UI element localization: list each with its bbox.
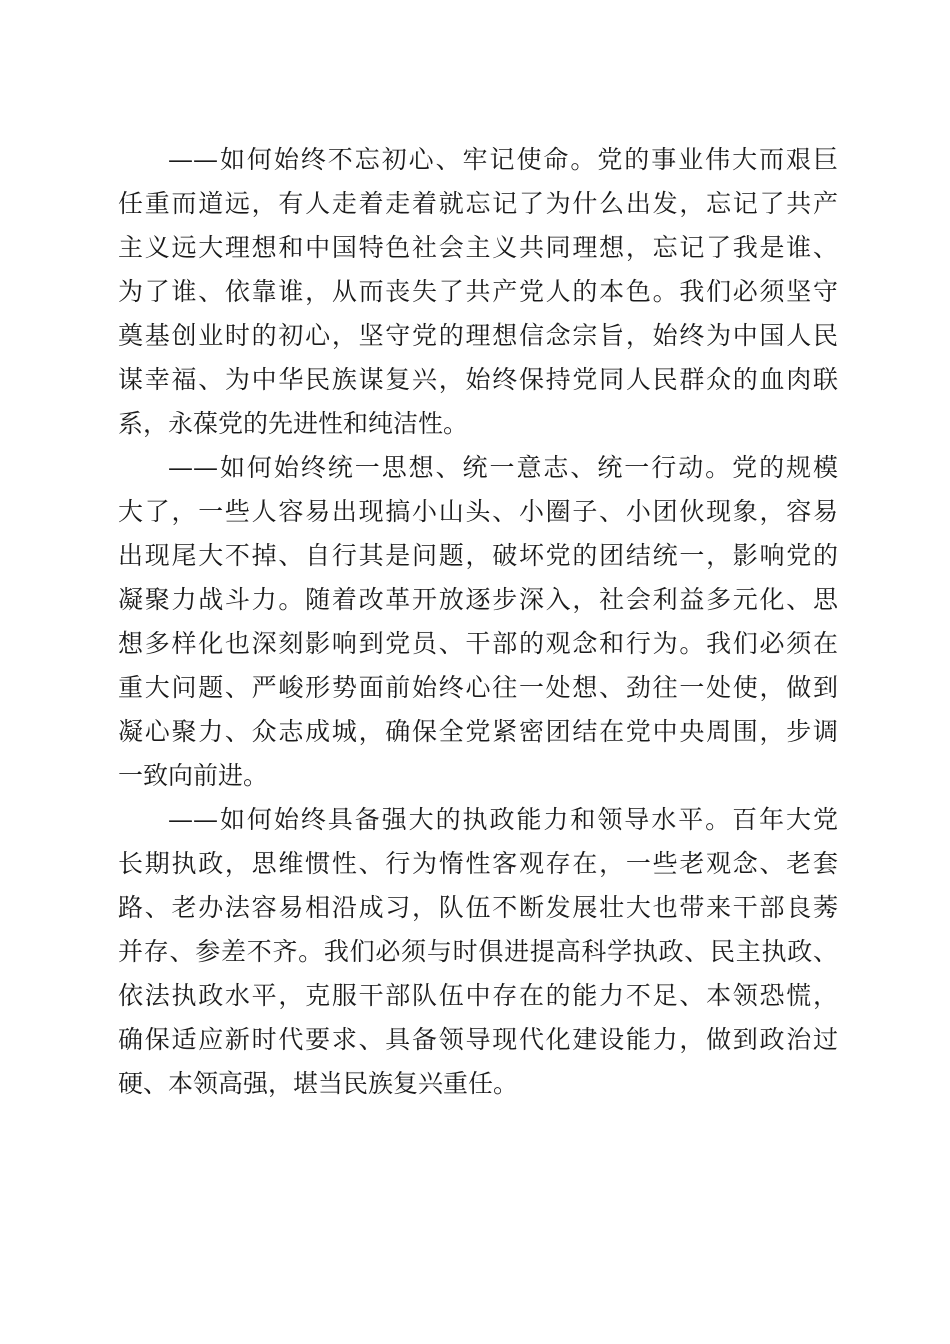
text-line: ——如何始终统一思想、统一意志、统一行动。党的规模	[168, 453, 838, 482]
paragraph-initial-mission	[118, 138, 838, 446]
text-line: 长期执政，思维惯性、行为惰性客观存在，一些老观念、老套	[118, 849, 838, 878]
text-line: 大了，一些人容易出现搞小山头、小圈子、小团伙现象，容易	[118, 497, 838, 526]
paragraph-governance	[118, 798, 838, 1106]
text-line: 并存、参差不齐。我们必须与时俱进提高科学执政、民主执政、	[118, 937, 838, 966]
text-line: 确保适应新时代要求、具备领导现代化建设能力，做到政治过	[118, 1025, 838, 1054]
text-line: 谋幸福、为中华民族谋复兴，始终保持党同人民群众的血肉联	[118, 365, 838, 394]
text-line: 系，永葆党的先进性和纯洁性。	[118, 409, 469, 438]
text-line: 出现尾大不掉、自行其是问题，破坏党的团结统一，影响党的	[118, 541, 838, 570]
text-line: ——如何始终具备强大的执政能力和领导水平。百年大党	[168, 805, 838, 834]
text-line: 想多样化也深刻影响到党员、干部的观念和行为。我们必须在	[118, 629, 838, 658]
text-line: 主义远大理想和中国特色社会主义共同理想，忘记了我是谁、	[118, 233, 838, 262]
document-body	[118, 138, 838, 1106]
text-line: 依法执政水平，克服干部队伍中存在的能力不足、本领恐慌，	[118, 981, 838, 1010]
text-line: 重大问题、严峻形势面前始终心往一处想、劲往一处使，做到	[118, 673, 838, 702]
paragraph-unity	[118, 446, 838, 798]
text-line: 凝心聚力、众志成城，确保全党紧密团结在党中央周围，步调	[118, 717, 838, 746]
text-line: 一致向前进。	[118, 761, 269, 790]
text-line: 凝聚力战斗力。随着改革开放逐步深入，社会利益多元化、思	[118, 585, 838, 614]
text-line: 硬、本领高强，堪当民族复兴重任。	[118, 1069, 519, 1098]
text-line: 奠基创业时的初心，坚守党的理想信念宗旨，始终为中国人民	[118, 321, 838, 350]
text-line: 任重而道远，有人走着走着就忘记了为什么出发，忘记了共产	[118, 189, 838, 218]
text-line: 路、老办法容易相沿成习，队伍不断发展壮大也带来干部良莠	[118, 893, 838, 922]
text-line: 为了谁、依靠谁，从而丧失了共产党人的本色。我们必须坚守	[118, 277, 838, 306]
text-line: ——如何始终不忘初心、牢记使命。党的事业伟大而艰巨	[168, 145, 838, 174]
